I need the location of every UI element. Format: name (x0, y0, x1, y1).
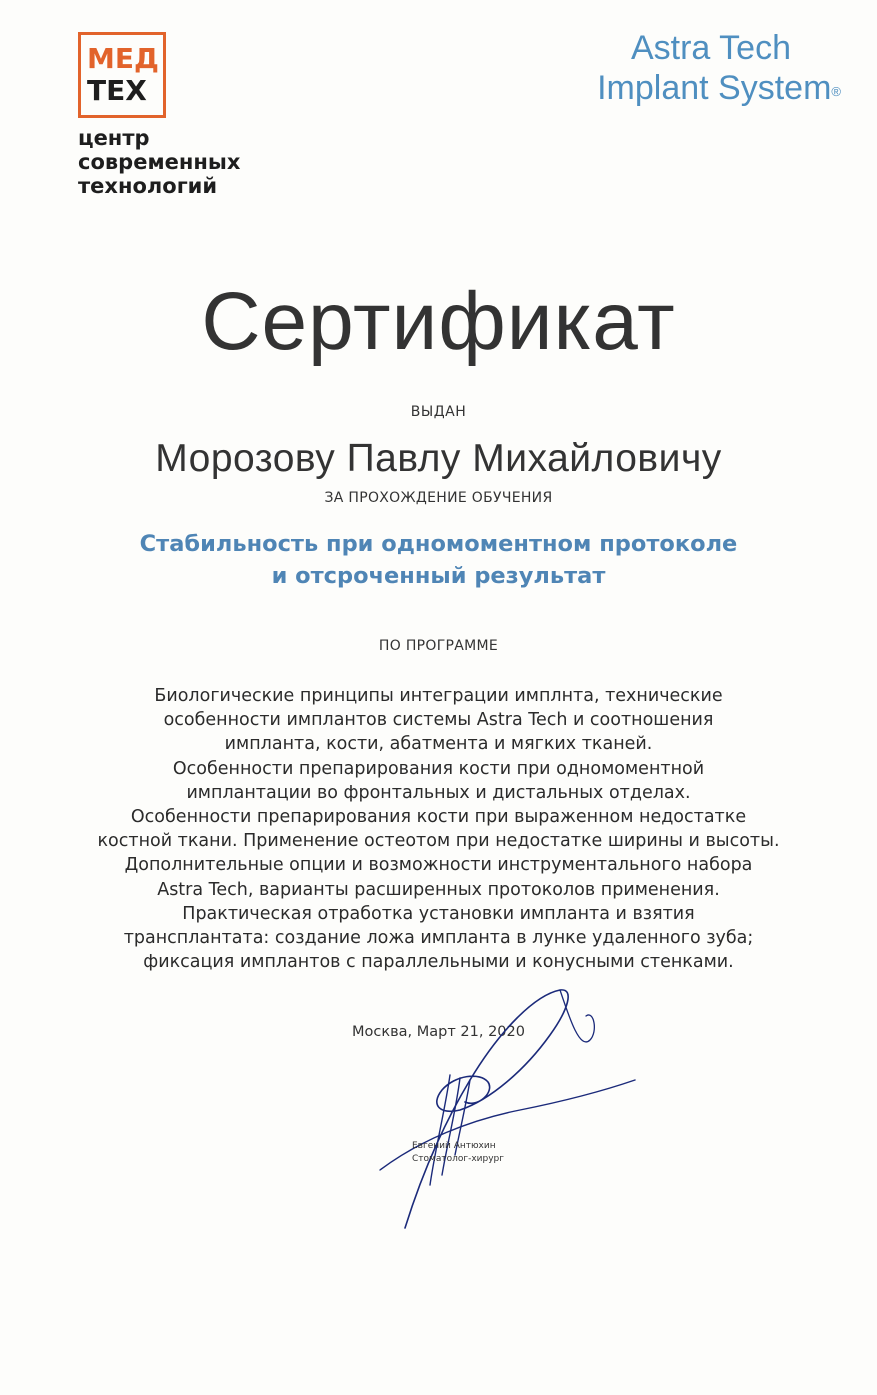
program-line: Особенности препарирования кости при выраженном недостатке (130, 807, 747, 828)
recipient-name: Морозову Павлу Михайловичу (155, 437, 722, 480)
program-label: ПО ПРОГРАММЕ (378, 638, 499, 654)
signer-block (412, 1140, 504, 1166)
brand-line-1: Astra Tech (630, 29, 791, 67)
program-line: фиксация имплантов с параллельными и конусными стенками. (143, 952, 734, 973)
logo-tagline-1: центр (78, 126, 150, 150)
signer-role: Стоматолог-хирург (412, 1154, 504, 1164)
logo-tagline-2: современных (78, 150, 241, 174)
program-line: Astra Tech, варианты расширенных протоколов применения. (157, 879, 720, 900)
program-line: костной ткани. Применение остеотом при недостатке ширины и высоты. (97, 831, 780, 852)
program-description (0, 684, 877, 974)
logo-line-1: МЕД (87, 42, 159, 75)
program-line: имплантации во фронтальных и дистальных отделах. (186, 782, 691, 803)
certificate-title: Сертификат (201, 276, 676, 367)
for-training-label: ЗА ПРОХОЖДЕНИЕ ОБУЧЕНИЯ (324, 490, 553, 506)
logo-box (78, 32, 166, 118)
logo-tagline (78, 126, 240, 198)
logo-line-2: ТЕХ (87, 74, 147, 107)
astra-tech-brand (597, 28, 841, 108)
course-title (0, 528, 877, 592)
course-line-1: Стабильность при одномоментном протоколе (139, 531, 738, 557)
program-line: Практическая отработка установки импланта и взятия (182, 903, 695, 924)
program-line: трансплантата: создание ложа импланта в лунке удаленного зуба; (123, 928, 754, 949)
program-line: импланта, кости, абатмента и мягких тканей. (224, 734, 653, 755)
issued-label: ВЫДАН (410, 404, 467, 420)
brand-line-2 (597, 68, 841, 108)
handwritten-signature (360, 980, 650, 1240)
program-line: особенности имплантов системы Astra Tech и соотношения (163, 710, 714, 731)
program-line: Биологические принципы интеграции имплнта, технические (154, 686, 723, 706)
medtex-logo (78, 32, 240, 198)
logo-tagline-3: технологий (78, 174, 218, 198)
brand-line-2-text: Implant System (597, 69, 832, 107)
program-line: Особенности препарирования кости при одномоментной (172, 758, 705, 779)
signer-name: Евгений Антюхин (412, 1141, 496, 1151)
place-date: Москва, Март 21, 2020 (352, 1024, 525, 1040)
program-line: Дополнительные опции и возможности инструментального набора (124, 855, 753, 876)
registered-mark: ® (831, 84, 841, 99)
course-line-2: и отсроченный результат (271, 563, 606, 589)
